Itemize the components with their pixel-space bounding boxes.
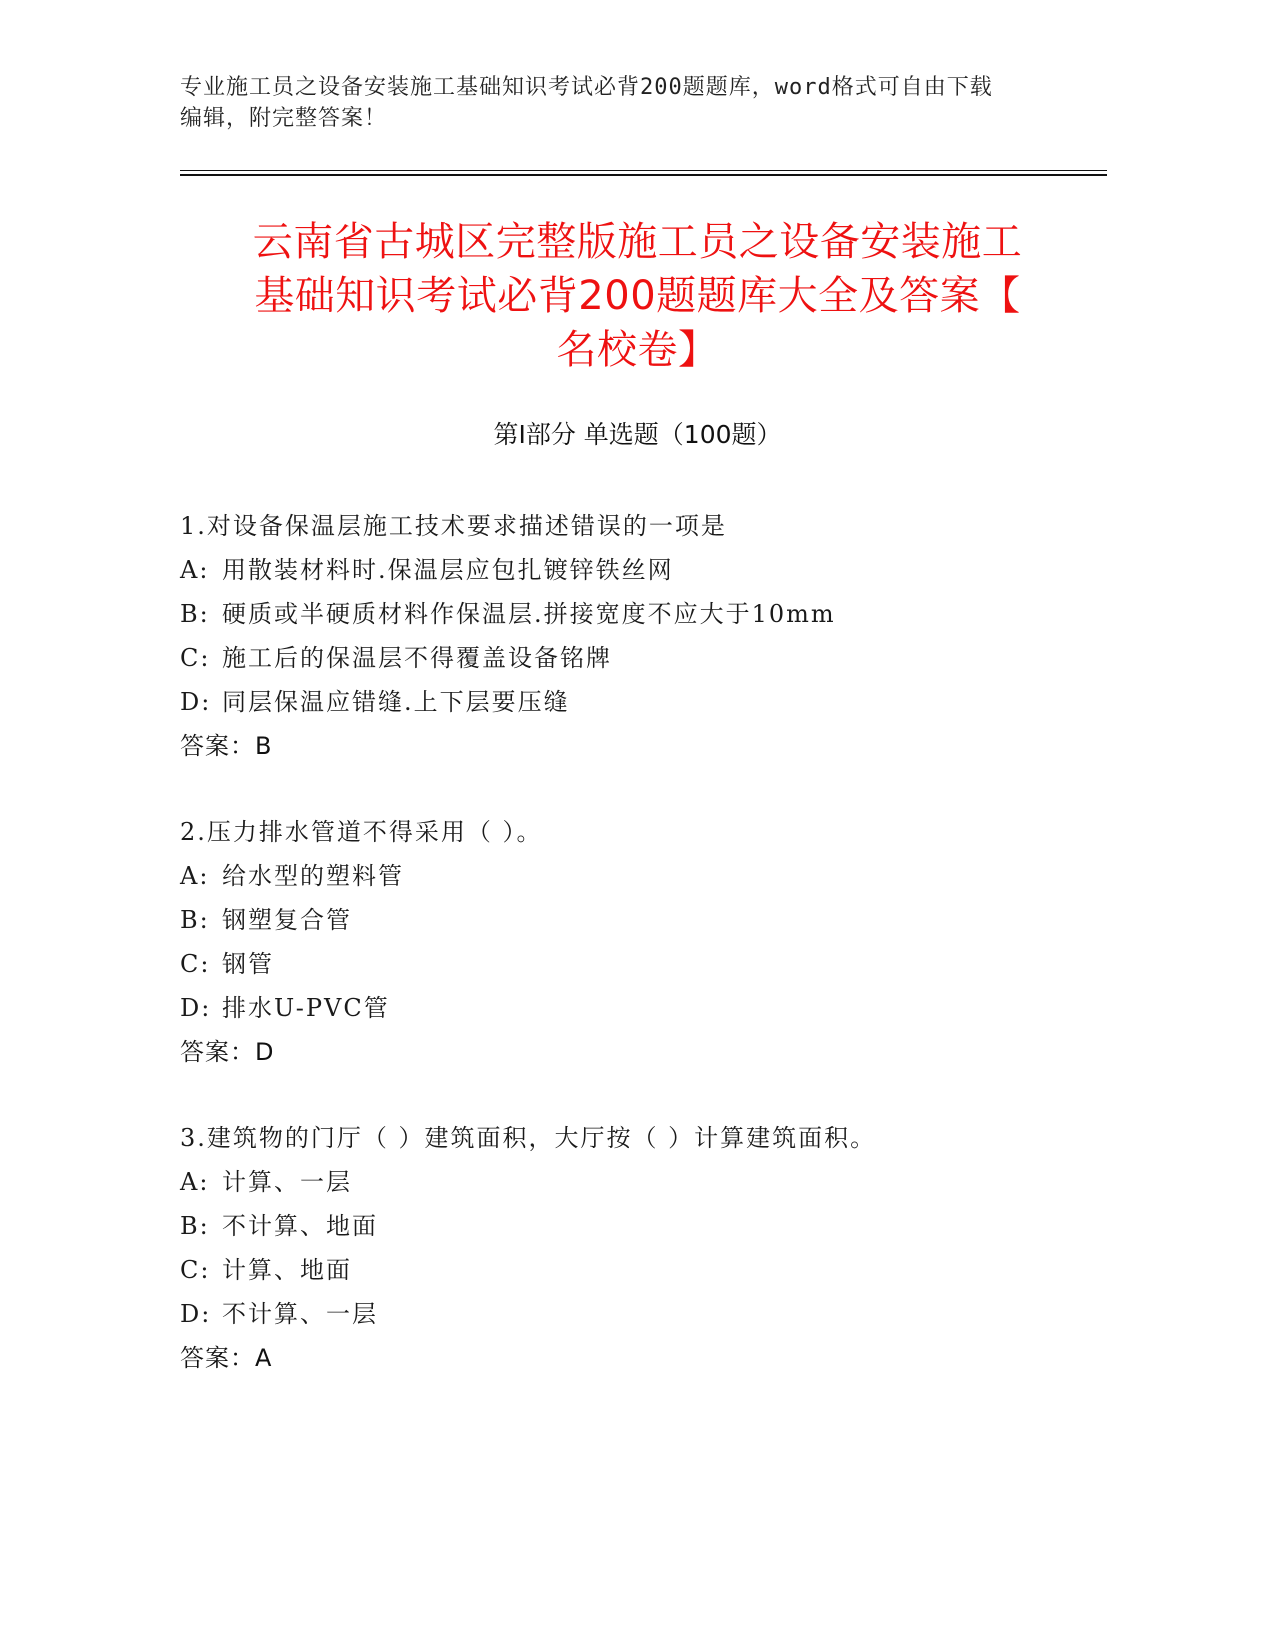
option-key: C: [180,644,211,672]
option-text: 同层保温应错缝.上下层要压缝 [222,688,570,716]
option-a [180,1160,1110,1204]
option-text: 给水型的塑料管 [222,862,404,890]
section-title: 第I部分 单选题（100题） [493,420,782,449]
header-divider-thick [180,174,1107,176]
option-a [180,548,1110,592]
option-key: A: [180,862,210,890]
option-text: 施工后的保温层不得覆盖设备铭牌 [222,644,612,672]
answer: 答案：A [180,1344,273,1372]
option-d [180,680,1110,724]
header-note [180,72,1060,134]
document-title [150,215,1125,377]
option-text: 用散装材料时.保温层应包扎镀锌铁丝网 [222,556,674,584]
option-key: D: [180,994,212,1022]
option-key: D: [180,688,212,716]
option-key: B: [180,1212,210,1240]
option-text: 硬质或半硬质材料作保温层.拼接宽度不应大于10mm [222,600,836,628]
question-list [180,504,1110,1422]
question-stem: 2.压力排水管道不得采用（ ）。 [180,818,543,846]
answer: 答案：D [180,1038,275,1066]
option-key: B: [180,906,210,934]
option-text: 不计算、一层 [222,1300,378,1328]
header-note-line-2: 编辑，附完整答案！ [180,106,388,131]
option-b [180,1204,1110,1248]
option-c [180,1248,1110,1292]
question-1 [180,504,1110,768]
title-line-3: 名校卷】 [556,327,719,373]
option-text: 排水U-PVC管 [222,994,390,1022]
option-text: 钢塑复合管 [222,906,352,934]
option-d [180,1292,1110,1336]
header-divider-thin [180,170,1107,171]
option-text: 计算、地面 [222,1256,352,1284]
option-key: B: [180,600,210,628]
question-2 [180,810,1110,1074]
answer: 答案：B [180,732,273,760]
option-c [180,942,1110,986]
option-text: 计算、一层 [222,1168,352,1196]
option-d [180,986,1110,1030]
question-3 [180,1116,1110,1380]
question-stem: 3.建筑物的门厅（ ）建筑面积，大厅按（ ）计算建筑面积。 [180,1124,877,1152]
option-text: 不计算、地面 [222,1212,378,1240]
option-a [180,854,1110,898]
option-b [180,592,1110,636]
option-key: C: [180,950,211,978]
option-key: D: [180,1300,212,1328]
option-key: C: [180,1256,211,1284]
option-key: A: [180,1168,210,1196]
option-b [180,898,1110,942]
option-key: A: [180,556,210,584]
title-line-1: 云南省古城区完整版施工员之设备安装施工 [252,219,1023,265]
option-text: 钢管 [222,950,274,978]
question-stem: 1.对设备保温层施工技术要求描述错误的一项是 [180,512,727,540]
option-c [180,636,1110,680]
title-line-2: 基础知识考试必背200题题库大全及答案【 [254,273,1021,319]
header-note-line-1: 专业施工员之设备安装施工基础知识考试必背200题题库，word格式可自由下载 [180,75,993,100]
